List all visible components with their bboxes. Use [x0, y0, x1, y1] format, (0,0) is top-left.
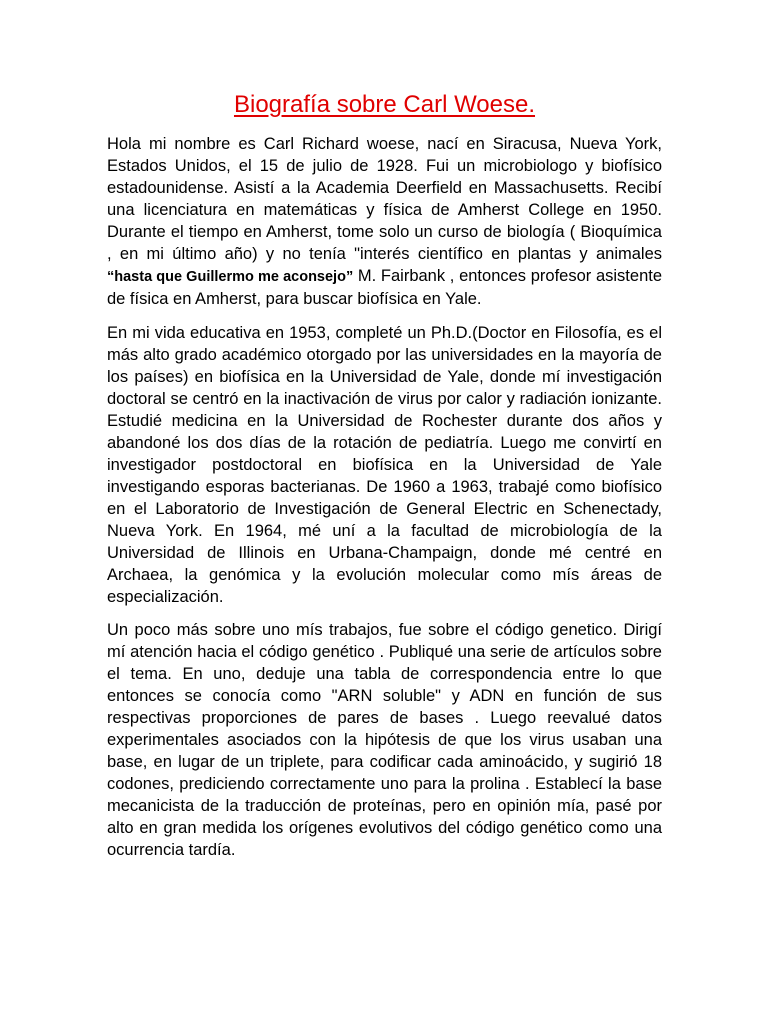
paragraph-intro-text-end: M. Fairbank , entonces profesor asistente de física en Amherst, para buscar biofísica en Yale. [107, 267, 663, 308]
paragraph-intro-text: Hola mi nombre es Carl Richard woese, nací en Siracusa, Nueva York, Estados Unidos, el 15 de julio de 1928. Fui un microbiologo y biofísico estadounidense. Asistí a la Academia Deerfield en Massachusetts. Recibí una licenciatura en matemáticas y física de Amherst College en 1950. Durante el tiempo en Amherst, tome solo un curso de biología ( Bioquímica , en mi último año) y no tenía "interés científico en plantas y animales [107, 135, 662, 263]
paragraph-genetic-code: Un poco más sobre uno mís trabajos, fue sobre el código genetico. Dirigí mí atención hacia el código genético . Publiqué una serie de artículos sobre el tema. En uno, deduje una tabla de correspondencia entre lo que entonces se conocía como "ARN soluble" y ADN en función de sus respectivas proporciones de pares de bases . Luego reevalué datos experimentales asociados con la hipótesis de que los virus usaban una base, en lugar de un triplete, para codificar cada aminoácido, y sugirió 18 codones, prediciendo correctamente uno para la prolina . Establecí la base mecanicista de la traducción de proteínas, pero en opinión mía, pasé por alto en gran medida los orígenes evolutivos del código genético como una ocurrencia tardía. [107, 621, 662, 859]
paragraph-education: En mi vida educativa en 1953, completé un Ph.D.(Doctor en Filosofía, es el más alto grado académico otorgado por las universidades en la mayoría de los países) en biofísica en la Universidad de Yale, donde mí investigación doctoral se centró en la inactivación de virus por calor y radiación ionizante. Estudié medicina en la Universidad de Rochester durante dos años y abandoné los dos días de la rotación de pediatría. Luego me convirtí en investigador postdoctoral en biofísica en la Universidad de Yale investigando esporas bacterianas. De 1960 a 1963, trabajé como biofísico en el Laboratorio de Investigación de General Electric en Schenectady, Nueva York. En 1964, mé uní a la facultad de microbiología de la Universidad de Illinois en Urbana-Champaign, donde mé centré en Archaea, la genómica y la evolución molecular como mís áreas de especialización. [107, 324, 662, 606]
document-page [107, 90, 662, 872]
paragraph-intro [107, 133, 662, 310]
paragraph-intro-quote: “hasta que Guillermo me aconsejo” [107, 269, 354, 285]
document-title: Biografía sobre Carl Woese. [233, 91, 536, 118]
